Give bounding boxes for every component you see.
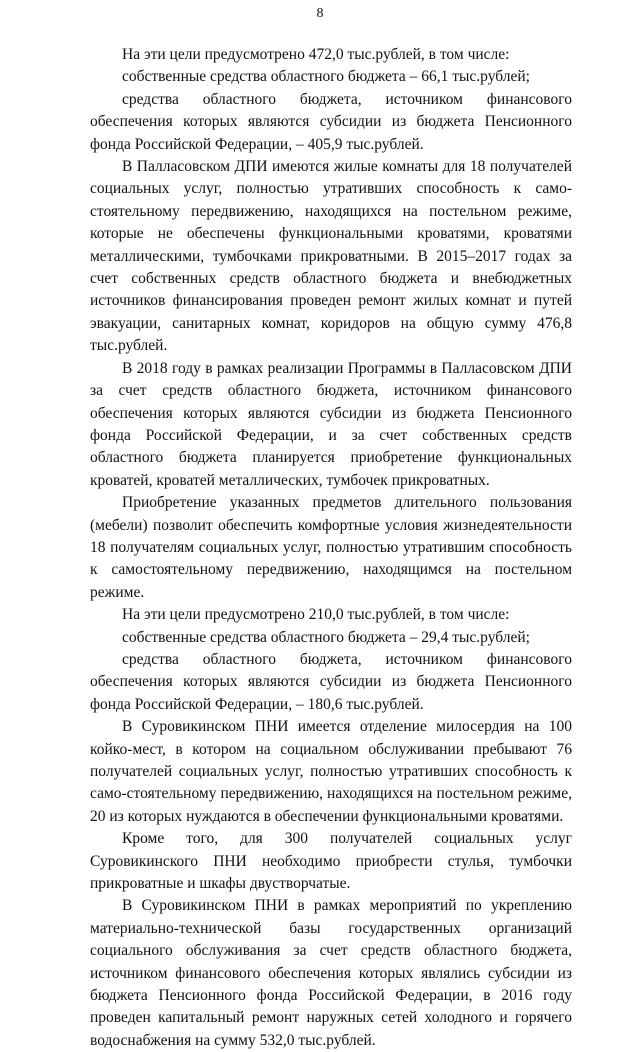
paragraph-pallasovka-2018: В 2018 году в рамках реализации Программы в Палласовском ДПИ за счет средств областного бюджета, источником финансового обеспечения которых являются субсидии из бюджета Пенсионного фонда Российской Федерации, и за счет собственных средств областного бюджета планируется приобретение функциональных кроватей, кроватей металлических, тумбочек прикроватных.: [90, 359, 572, 489]
paragraph-surovikino-furniture: Кроме того, для 300 получателей социальных услуг Суровикинского ПНИ необходимо приобрести стулья, тумбочки прикроватные и шкафы двустворчатые.: [90, 830, 572, 893]
paragraph-own-funds-2: собственные средства областного бюджета – 29,4 тыс.рублей;: [122, 628, 530, 646]
paragraph-funding-total-1: На эти цели предусмотрено 472,0 тыс.рублей, в том числе:: [122, 46, 510, 63]
page-number: 8: [316, 6, 324, 21]
paragraph-own-funds-1: собственные средства областного бюджета – 66,1 тыс.рублей;: [122, 68, 530, 86]
paragraph-furniture-benefit: Приобретение указанных предметов длительного пользования (мебели) позволит обеспечить комфортные условия жизнедеятельности 18 получателям социальных услуг, полностью утратившим способность к самостоятельному передвижению, находящимся на постельном режиме.: [90, 494, 572, 601]
paragraph-pallasovka-rooms: В Палласовском ДПИ имеются жилые комнаты для 18 получателей социальных услуг, полностью утративших способность к само-стоятельному передвижению, находящихся на постельном режиме, которые не обеспечены функциональными кроватями, кроватями металлическими, тумбочками прикроватными. В 2015–2017 годах за счет собственных средств областного бюджета и внебюджетных источников финансирования проведен ремонт жилых комнат и путей эвакуации, санитарных комнат, коридоров на общую сумму 476,8 тыс.рублей.: [90, 158, 572, 355]
paragraph-surovikino-mercy-ward: В Суровикинском ПНИ имеется отделение милосердия на 100 койко-мест, в котором на социальном обслуживании пребывают 76 получателей социальных услуг, полностью утративших способность к само-стоятельному передвижению, находящихся на постельном режиме, 20 из которых нуждаются в обеспечении функциональными кроватями.: [90, 718, 572, 825]
paragraph-funding-total-2: На эти цели предусмотрено 210,0 тыс.рублей, в том числе:: [122, 606, 510, 624]
paragraph-pension-fund-2: средства областного бюджета, источником финансового обеспечения которых являются субсидии из бюджета Пенсионного фонда Российской Федерации, – 180,6 тыс.рублей.: [90, 650, 572, 713]
paragraph-pension-fund-1: средства областного бюджета, источником финансового обеспечения которых являются субсидии из бюджета Пенсионного фонда Российской Федерации, – 405,9 тыс.рублей.: [90, 90, 572, 153]
document-body: [90, 44, 572, 1052]
paragraph-surovikino-repair: В Суровикинском ПНИ в рамках мероприятий по укреплению материально-технической базы государственных организаций социального обслуживания за счет средств областного бюджета, источником финансового обеспечения которых являлись субсидии из бюджета Пенсионного фонда Российской Федерации, в 2016 году проведен капитальный ремонт наружных сетей холодного и горячего водоснабжения на сумму 532,0 тыс.рублей.: [90, 897, 572, 1049]
